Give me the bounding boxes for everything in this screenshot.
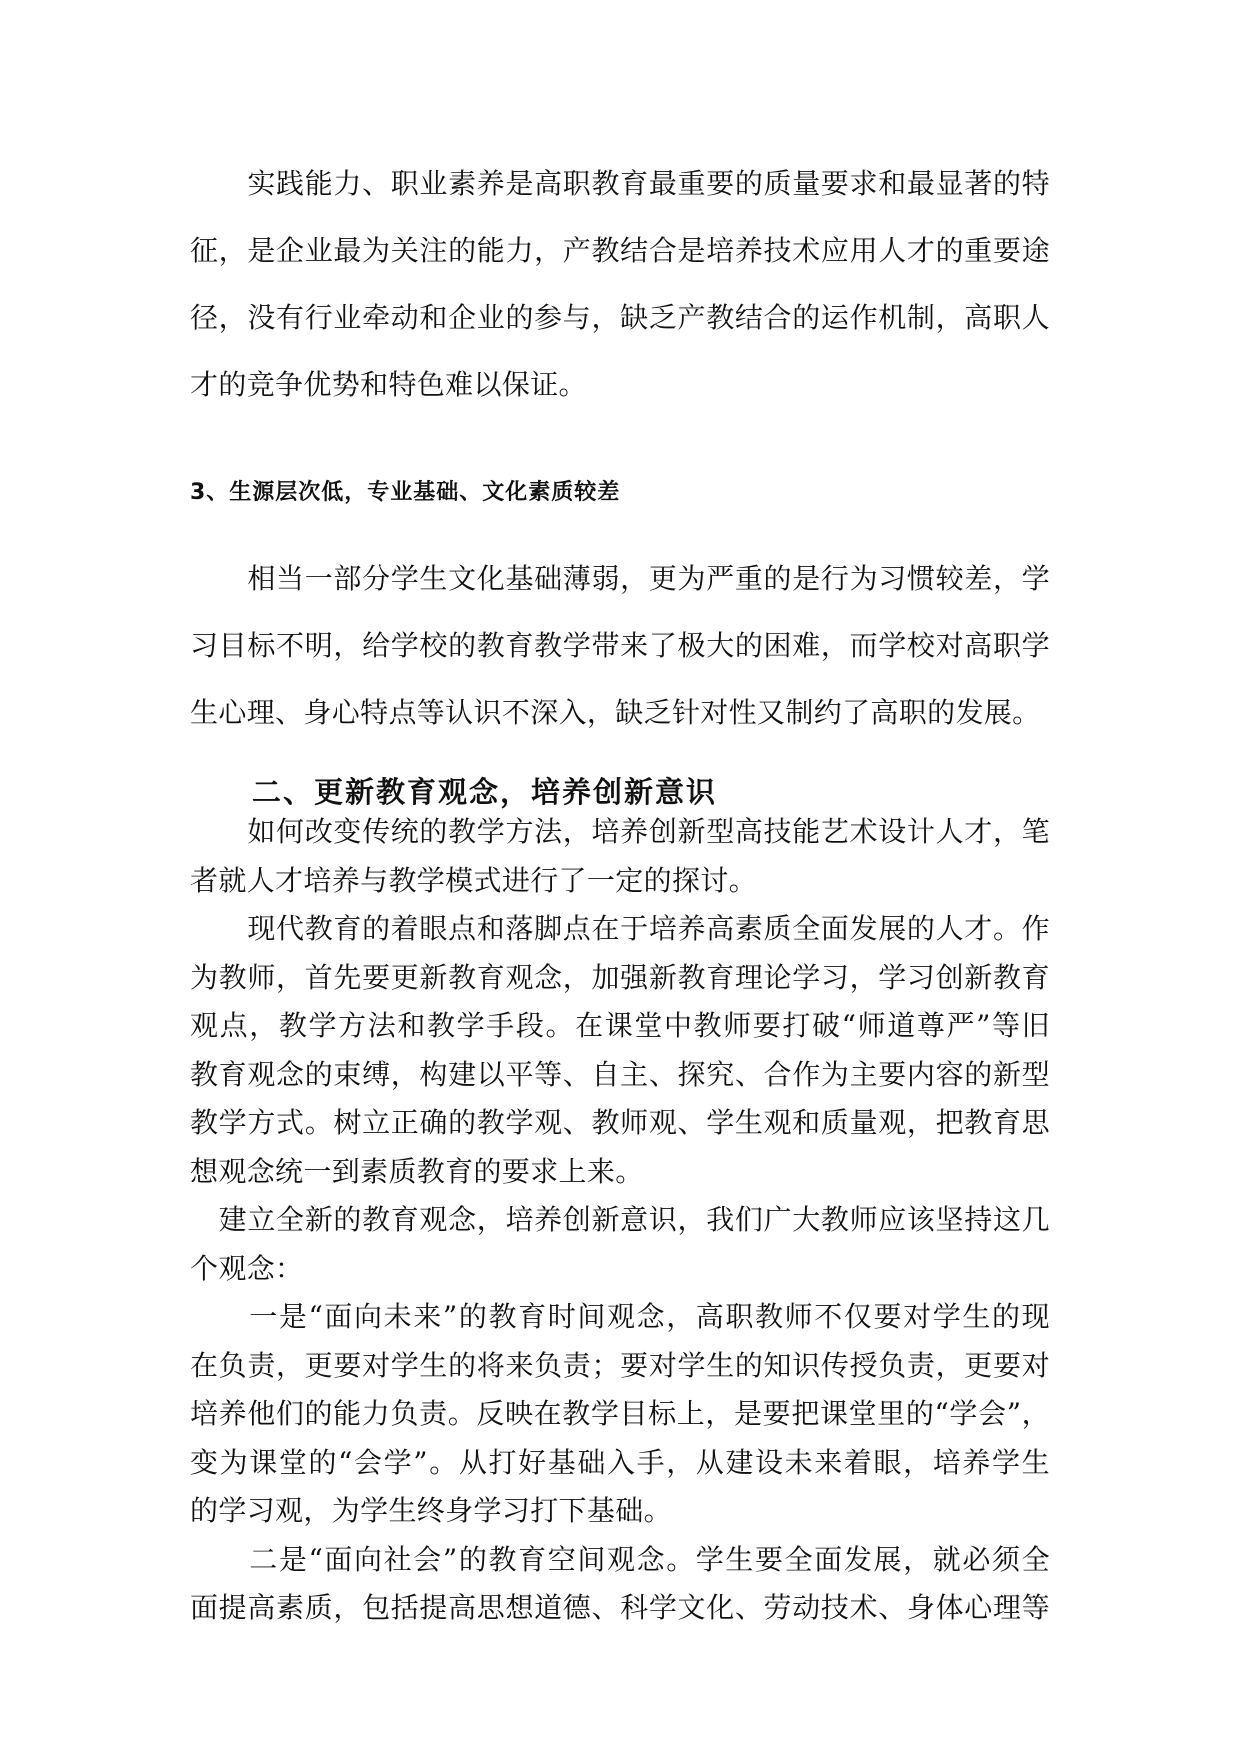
text-line: 一是“面向未来”的教育时间观念，高职教师不仅要对学生的现 (190, 1300, 1050, 1333)
section-body-text (190, 808, 1050, 1633)
text-line: 变为课堂的“会学”。从打好基础入手，从建设未来着眼，培养学生 (190, 1445, 1050, 1479)
text-line: 生心理、身心特点等认识不深入，缺乏针对性又制约了高职的发展。 (190, 696, 1041, 729)
text-line: 的学习观，为学生终身学习打下基础。 (190, 1494, 672, 1527)
text-line: 如何改变传统的教学方法，培养创新型高技能艺术设计人才，笔 (190, 815, 1050, 848)
text-line: 在负责，更要对学生的将来负责；要对学生的知识传授负责，更要对 (190, 1348, 1050, 1382)
text-line: 建立全新的教育观念，培养创新意识，我们广大教师应该坚持这几 (190, 1203, 1050, 1236)
text-line: 为教师，首先要更新教育观念，加强新教育理论学习，学习创新教育 (190, 960, 1050, 994)
text-line: 观点，教学方法和教学手段。在课堂中教师要打破“师道尊严”等旧 (190, 1009, 1050, 1042)
text-line: 才的竞争优势和特色难以保证。 (190, 368, 587, 401)
paragraph-student-foundation (190, 555, 1050, 756)
text-line: 培养他们的能力负责。反映在教学目标上，是要把课堂里的“学会”， (190, 1397, 1050, 1430)
text-line: 教学方式。树立正确的教学观、教师观、学生观和质量观，把教育思 (190, 1106, 1050, 1139)
text-line: 习目标不明，给学校的教育教学带来了极大的困难，而学校对高职学 (190, 629, 1050, 662)
section-heading-update-concepts: 二、更新教育观念，培养创新意识 (252, 775, 718, 809)
subheading-student-source: 3、生源层次低，专业基础、文化素质较差 (190, 480, 621, 505)
paragraph-practice-ability (190, 160, 1050, 428)
text-line: 实践能力、职业素养是高职教育最重要的质量要求和最显著的特 (190, 167, 1050, 200)
text-line: 面提高素质，包括提高思想道德、科学文化、劳动技术、身体心理等 (190, 1591, 1050, 1624)
text-line: 教育观念的束缚，构建以平等、自主、探究、合作为主要内容的新型 (190, 1057, 1050, 1091)
text-line: 径，没有行业牵动和企业的参与，缺乏产教结合的运作机制，高职人 (190, 301, 1050, 334)
text-line: 征，是企业最为关注的能力，产教结合是培养技术应用人才的重要途 (190, 234, 1050, 267)
text-line: 者就人才培养与教学模式进行了一定的探讨。 (190, 863, 758, 897)
text-line: 个观念： (190, 1251, 304, 1285)
text-line: 相当一部分学生文化基础薄弱，更为严重的是行为习惯较差，学 (190, 562, 1050, 595)
text-line: 现代教育的着眼点和落脚点在于培养高素质全面发展的人才。作 (190, 912, 1050, 945)
text-line: 二是“面向社会”的教育空间观念。学生要全面发展，就必须全 (190, 1542, 1050, 1576)
text-line: 想观念统一到素质教育的要求上来。 (190, 1154, 644, 1188)
